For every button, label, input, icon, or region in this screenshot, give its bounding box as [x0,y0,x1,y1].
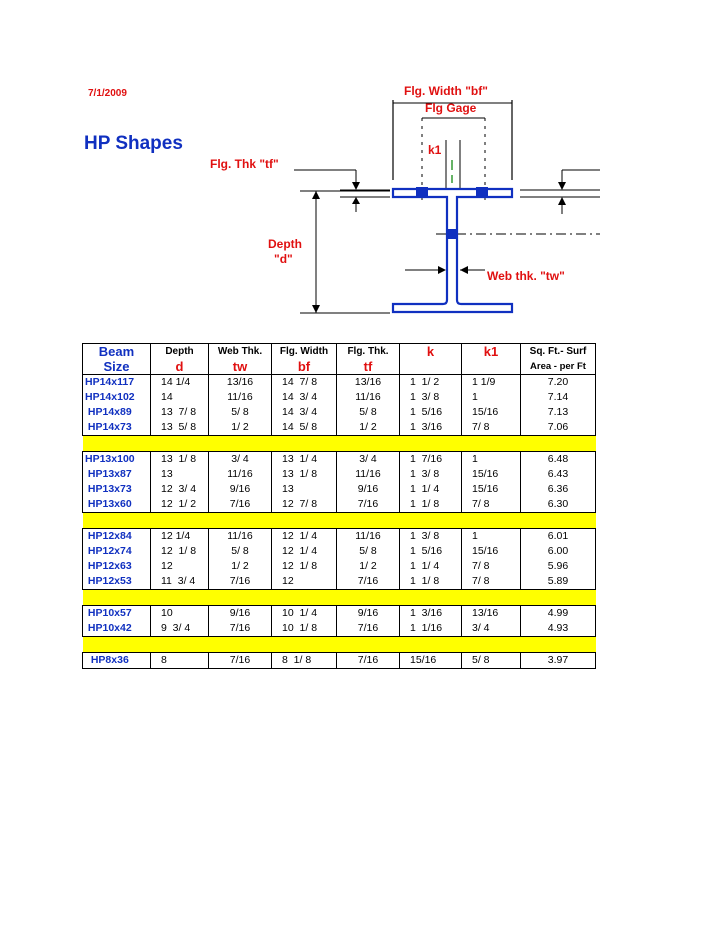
web-thk-tw: 9/16 [209,606,272,622]
flg-width-bf: 10 1/ 8 [272,621,337,637]
k1-value: 7/ 8 [462,574,521,590]
flg-thk-tf: 11/16 [337,529,400,545]
web-thk-tw: 5/ 8 [209,544,272,559]
depth-d: 12 [151,559,209,574]
beam-size: HP13x100 [83,452,151,468]
depth-d: 12 1/4 [151,529,209,545]
flg-thk-tf: 1/ 2 [337,559,400,574]
flange-thickness-label: Flg. Thk "tf" [210,157,279,171]
depth-d: 8 [151,653,209,669]
table-row [83,375,596,391]
flg-thk-tf: 13/16 [337,375,400,391]
table-row [83,452,596,468]
flg-width-bf: 14 7/ 8 [272,375,337,391]
flg-thk-tf: 9/16 [337,606,400,622]
depth-d: 13 1/ 8 [151,452,209,468]
surface-area: 5.89 [521,574,596,590]
flg-thk-tf: 7/16 [337,621,400,637]
header-tf: tf [337,359,400,375]
flg-width-bf: 14 3/ 4 [272,390,337,405]
table-row [83,621,596,637]
beam-size: HP13x87 [83,467,151,482]
k1-value: 1 [462,529,521,545]
depth-d: 13 7/ 8 [151,405,209,420]
flg-thk-tf: 9/16 [337,482,400,497]
k1-value: 15/16 [462,544,521,559]
depth-d: 12 1/ 2 [151,497,209,513]
web-thk-tw: 3/ 4 [209,452,272,468]
web-thk-tw: 11/16 [209,467,272,482]
flg-thk-tf: 11/16 [337,390,400,405]
k1-value: 13/16 [462,606,521,622]
beam-size: HP14x117 [83,375,151,391]
group-separator [83,513,596,529]
k1-value: 7/ 8 [462,497,521,513]
web-thk-tw: 9/16 [209,482,272,497]
flg-thk-tf: 3/ 4 [337,452,400,468]
flg-width-bf: 14 5/ 8 [272,420,337,436]
header-d: d [151,359,209,375]
web-thk-tw: 7/16 [209,574,272,590]
k-value: 15/16 [400,653,462,669]
k1-value: 1 [462,452,521,468]
header-size: Size [83,359,151,375]
depth-d: 9 3/ 4 [151,621,209,637]
flg-thk-tf: 7/16 [337,653,400,669]
depth-d: 12 3/ 4 [151,482,209,497]
table-row [83,405,596,420]
group-separator [83,590,596,606]
k-value: 1 3/ 8 [400,390,462,405]
table-header-row-2 [83,359,596,375]
depth-d: 14 1/4 [151,375,209,391]
k1-value: 15/16 [462,482,521,497]
surface-area: 7.13 [521,405,596,420]
k1-value: 3/ 4 [462,621,521,637]
table-row [83,606,596,622]
web-thk-tw: 1/ 2 [209,420,272,436]
k-value: 1 3/16 [400,420,462,436]
separator-cell [83,513,596,529]
k1-value: 5/ 8 [462,653,521,669]
beam-size: HP12x63 [83,559,151,574]
depth-d: 13 [151,467,209,482]
header-depth: Depth [151,344,209,360]
k-value: 1 3/ 8 [400,467,462,482]
surface-area: 6.00 [521,544,596,559]
surface-area: 6.48 [521,452,596,468]
k-value: 1 1/ 4 [400,559,462,574]
group-separator [83,637,596,653]
table-row [83,574,596,590]
table-row [83,467,596,482]
depth-symbol-label: "d" [274,252,293,266]
flange-width-label: Flg. Width "bf" [404,84,488,98]
surface-area: 6.36 [521,482,596,497]
beam-size: HP10x57 [83,606,151,622]
table-row [83,559,596,574]
beam-size: HP8x36 [83,653,151,669]
k-value: 1 3/16 [400,606,462,622]
surface-area: 4.99 [521,606,596,622]
flg-width-bf: 13 1/ 8 [272,467,337,482]
k1-value: 7/ 8 [462,559,521,574]
flg-thk-tf: 1/ 2 [337,420,400,436]
web-thk-tw: 13/16 [209,375,272,391]
k1-value: 7/ 8 [462,420,521,436]
beam-size: HP14x73 [83,420,151,436]
surface-area: 6.43 [521,467,596,482]
surface-area: 6.01 [521,529,596,545]
table-row [83,390,596,405]
k-value: 1 5/16 [400,405,462,420]
k-value: 1 1/ 2 [400,375,462,391]
depth-d: 13 5/ 8 [151,420,209,436]
hp-shapes-table [82,343,596,669]
beam-size: HP13x60 [83,497,151,513]
beam-size: HP14x89 [83,405,151,420]
header-k: k [400,344,462,360]
flg-thk-tf: 5/ 8 [337,405,400,420]
depth-d: 12 1/ 8 [151,544,209,559]
flg-width-bf: 12 1/ 4 [272,544,337,559]
surface-area: 5.96 [521,559,596,574]
table-row [83,653,596,669]
table-row [83,544,596,559]
k-value: 1 1/ 8 [400,497,462,513]
surface-area: 3.97 [521,653,596,669]
header-beam: Beam [83,344,151,360]
web-thk-tw: 7/16 [209,653,272,669]
flg-width-bf: 8 1/ 8 [272,653,337,669]
beam-size: HP12x74 [83,544,151,559]
beam-size: HP10x42 [83,621,151,637]
hp-shape-diagram [0,0,728,340]
flg-width-bf: 12 1/ 4 [272,529,337,545]
flg-width-bf: 14 3/ 4 [272,405,337,420]
header-web-thk: Web Thk. [209,344,272,360]
beam-size: HP12x53 [83,574,151,590]
depth-d: 10 [151,606,209,622]
beam-size: HP13x73 [83,482,151,497]
surface-area: 4.93 [521,621,596,637]
header-flg-width: Flg. Width [272,344,337,360]
flg-width-bf: 10 1/ 4 [272,606,337,622]
k1-label: k1 [428,143,442,157]
web-thickness-label: Web thk. "tw" [487,269,565,283]
k-value: 1 3/ 8 [400,529,462,545]
header-tw: tw [209,359,272,375]
k1-value: 15/16 [462,405,521,420]
flg-thk-tf: 7/16 [337,574,400,590]
k-value: 1 5/16 [400,544,462,559]
flg-width-bf: 13 1/ 4 [272,452,337,468]
k1-value: 1 1/9 [462,375,521,391]
depth-d: 11 3/ 4 [151,574,209,590]
group-separator [83,436,596,452]
beam-size: HP14x102 [83,390,151,405]
flg-width-bf: 12 [272,574,337,590]
flg-thk-tf: 7/16 [337,497,400,513]
flg-thk-tf: 5/ 8 [337,544,400,559]
header-sqft: Sq. Ft.- Surf [521,344,596,360]
surface-area: 7.06 [521,420,596,436]
separator-cell [83,637,596,653]
header-bf: bf [272,359,337,375]
flg-width-bf: 12 1/ 8 [272,559,337,574]
k1-value: 1 [462,390,521,405]
header-flg-thk: Flg. Thk. [337,344,400,360]
flg-thk-tf: 11/16 [337,467,400,482]
web-thk-tw: 1/ 2 [209,559,272,574]
k-value: 1 7/16 [400,452,462,468]
table-row [83,529,596,545]
surface-area: 6.30 [521,497,596,513]
depth-label: Depth [268,237,302,251]
header-k-blank [400,359,462,375]
beam-size: HP12x84 [83,529,151,545]
web-thk-tw: 5/ 8 [209,405,272,420]
header-k1-blank [462,359,521,375]
header-k1: k1 [462,344,521,360]
k-value: 1 1/ 8 [400,574,462,590]
header-area: Area - per Ft [521,359,596,375]
flg-width-bf: 13 [272,482,337,497]
surface-area: 7.14 [521,390,596,405]
k-value: 1 1/ 4 [400,482,462,497]
page-title: HP Shapes [84,133,183,154]
flg-width-bf: 12 7/ 8 [272,497,337,513]
surface-area: 7.20 [521,375,596,391]
depth-d: 14 [151,390,209,405]
web-thk-tw: 7/16 [209,621,272,637]
separator-cell [83,436,596,452]
table-row [83,497,596,513]
table-row [83,482,596,497]
k-value: 1 1/16 [400,621,462,637]
web-thk-tw: 11/16 [209,529,272,545]
separator-cell [83,590,596,606]
k1-value: 15/16 [462,467,521,482]
web-thk-tw: 7/16 [209,497,272,513]
date-label: 7/1/2009 [88,88,127,99]
web-thk-tw: 11/16 [209,390,272,405]
table-row [83,420,596,436]
flange-gage-label: Flg Gage [425,101,477,115]
table-header-row-1 [83,344,596,360]
